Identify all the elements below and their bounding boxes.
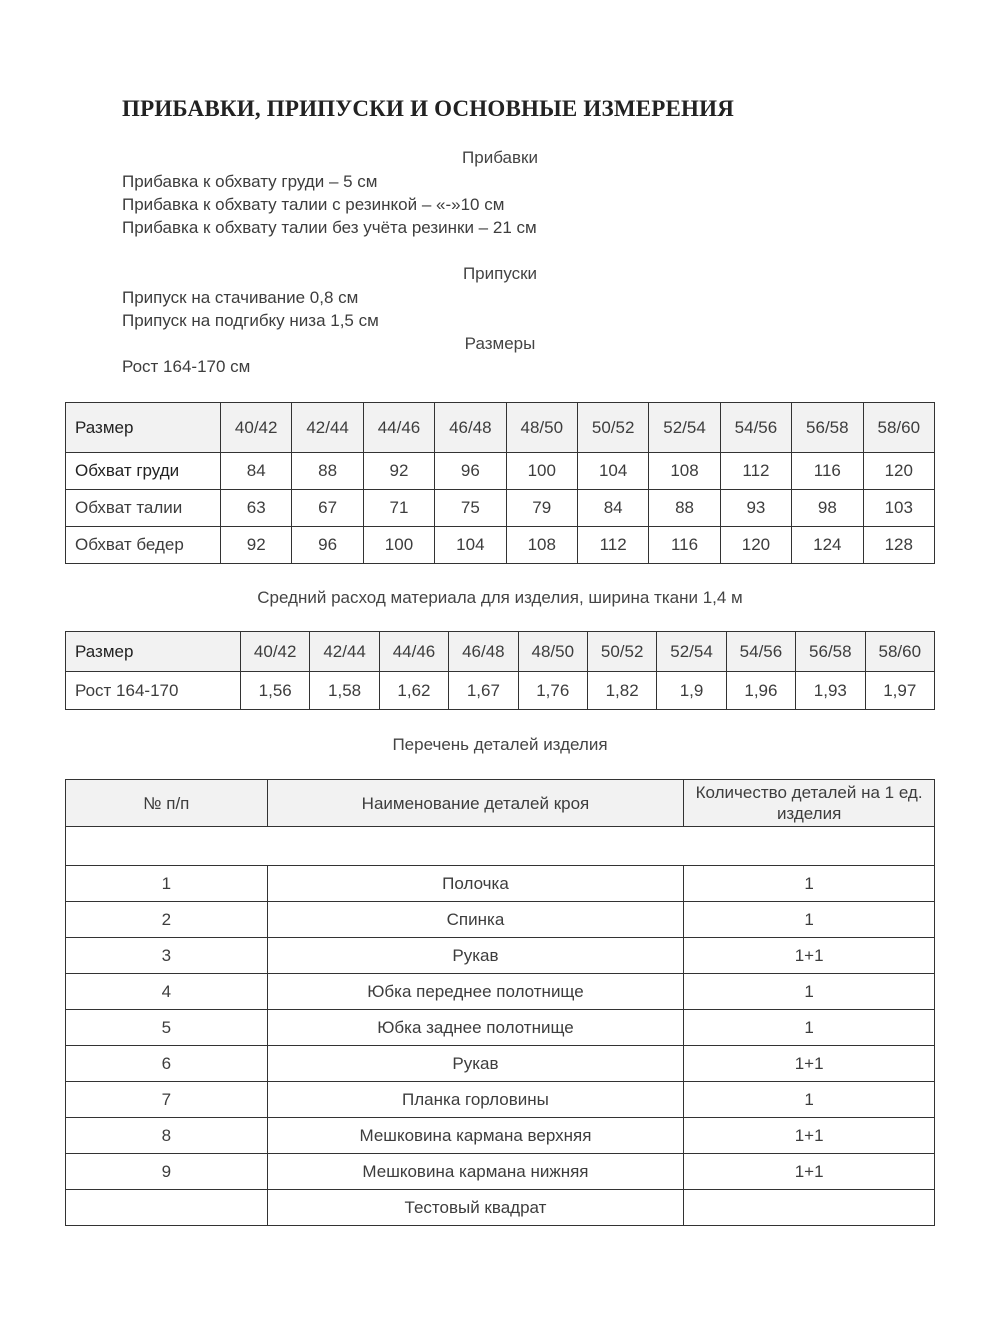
table-cell: 92 [363,453,434,490]
table-cell: 48/50 [518,632,587,672]
table-cell: 128 [863,527,934,564]
table-row [66,902,935,938]
table-cell: 104 [577,453,648,490]
table-cell: 63 [221,490,292,527]
table-cell: № п/п [66,780,268,827]
table-cell: 116 [649,527,720,564]
seams-heading: Припуски [462,264,538,283]
allowance-line: Прибавка к обхвату талии с резинкой – «-»10 см [122,195,505,214]
table-row [66,938,935,974]
table-cell: Рукав [267,938,684,974]
table-cell: 79 [506,490,577,527]
table-cell: 84 [577,490,648,527]
table-cell: 75 [435,490,506,527]
table-cell: 93 [720,490,791,527]
table-cell: 103 [863,490,934,527]
table-cell: 1 [684,974,935,1010]
table-cell: 52/54 [649,403,720,453]
table-cell [66,827,935,866]
table-cell: 58/60 [865,632,934,672]
table-cell: 1,9 [657,672,726,710]
table-cell: 4 [66,974,268,1010]
table-row [66,1118,935,1154]
table-cell: 54/56 [720,403,791,453]
table-cell: 1,97 [865,672,934,710]
table-cell: 67 [292,490,363,527]
table-cell: 96 [435,453,506,490]
table-cell: 1,58 [310,672,379,710]
consumption-table [65,631,935,710]
table-cell: 52/54 [657,632,726,672]
table-cell: 92 [221,527,292,564]
table-cell: 124 [792,527,863,564]
table-cell: 112 [577,527,648,564]
table-cell: 84 [221,453,292,490]
table-cell: 100 [363,527,434,564]
table-cell: 44/46 [363,403,434,453]
table-cell [66,1190,268,1226]
table-cell: 108 [506,527,577,564]
table-cell: Обхват груди [66,453,221,490]
table-cell: 56/58 [792,403,863,453]
table-cell: 1,62 [379,672,448,710]
table-cell: 120 [720,527,791,564]
table-cell: Размер [66,632,241,672]
table-cell: 1,76 [518,672,587,710]
table-cell: 44/46 [379,632,448,672]
table-header-row [66,780,935,827]
table-cell [684,1190,935,1226]
table-cell: 1+1 [684,1046,935,1082]
table-cell: 1,82 [587,672,656,710]
table-cell: 1 [684,902,935,938]
table-cell: Рукав [267,1046,684,1082]
consumption-heading: Средний расход материала для изделия, ширина ткани 1,4 м [257,588,743,607]
sizes-heading: Размеры [464,334,536,353]
table-cell: 108 [649,453,720,490]
table-cell: 40/42 [221,403,292,453]
table-cell: Юбка переднее полотнище [267,974,684,1010]
table-cell: 1 [684,866,935,902]
table-cell: 116 [792,453,863,490]
table-cell: 42/44 [292,403,363,453]
table-cell: Юбка заднее полотнище [267,1010,684,1046]
table-cell: 1,93 [796,672,865,710]
table-row [66,1082,935,1118]
table-header-row [66,632,935,672]
table-cell: 5 [66,1010,268,1046]
table-cell: 46/48 [435,403,506,453]
table-cell: Полочка [267,866,684,902]
table-cell: 1 [684,1010,935,1046]
table-row [66,1010,935,1046]
table-cell: Наименование деталей кроя [267,780,684,827]
table-cell: 1+1 [684,1154,935,1190]
table-cell: 7 [66,1082,268,1118]
table-cell: Количество деталей на 1 ед. изделия [684,780,935,827]
table-cell: 1 [66,866,268,902]
table-row [66,1046,935,1082]
table-cell: 1,96 [726,672,795,710]
table-cell: 46/48 [449,632,518,672]
table-cell: 1 [684,1082,935,1118]
parts-table [65,779,935,1226]
table-row [66,490,935,527]
table-cell: 120 [863,453,934,490]
table-cell: 96 [292,527,363,564]
table-cell: 58/60 [863,403,934,453]
table-cell: Мешковина кармана нижняя [267,1154,684,1190]
table-cell: Мешковина кармана верхняя [267,1118,684,1154]
table-cell: 1,67 [449,672,518,710]
allowances-heading: Прибавки [462,148,538,167]
table-row [66,866,935,902]
table-cell: Размер [66,403,221,453]
table-cell: 1+1 [684,938,935,974]
table-cell: 9 [66,1154,268,1190]
allowance-line: Прибавка к обхвату талии без учёта резинки – 21 см [122,218,537,237]
table-cell: 1,56 [241,672,310,710]
table-cell: 71 [363,490,434,527]
seam-line: Припуск на подгибку низа 1,5 см [122,311,379,330]
size-table [65,402,935,564]
table-row [66,453,935,490]
table-cell: 88 [649,490,720,527]
table-cell: 98 [792,490,863,527]
table-row [66,1190,935,1226]
table-cell: 3 [66,938,268,974]
seam-line: Припуск на стачивание 0,8 см [122,288,359,307]
table-cell: 48/50 [506,403,577,453]
table-cell: 50/52 [577,403,648,453]
table-cell: 42/44 [310,632,379,672]
height-line: Рост 164-170 см [122,357,251,376]
table-row [66,827,935,866]
allowance-line: Прибавка к обхвату груди – 5 см [122,172,378,191]
table-cell: Рост 164-170 [66,672,241,710]
table-row [66,527,935,564]
table-cell: 54/56 [726,632,795,672]
table-cell: 56/58 [796,632,865,672]
table-cell: 40/42 [241,632,310,672]
table-cell: 112 [720,453,791,490]
parts-heading: Перечень деталей изделия [392,735,608,754]
table-cell: Обхват бедер [66,527,221,564]
table-row [66,974,935,1010]
table-cell: 6 [66,1046,268,1082]
table-cell: Планка горловины [267,1082,684,1118]
table-row [66,672,935,710]
table-cell: 100 [506,453,577,490]
table-cell: Обхват талии [66,490,221,527]
table-cell: Тестовый квадрат [267,1190,684,1226]
table-cell: 8 [66,1118,268,1154]
page-title: ПРИБАВКИ, ПРИПУСКИ И ОСНОВНЫЕ ИЗМЕРЕНИЯ [122,96,735,121]
table-cell: 1+1 [684,1118,935,1154]
table-cell: 50/52 [587,632,656,672]
table-cell: 88 [292,453,363,490]
table-cell: Спинка [267,902,684,938]
table-cell: 104 [435,527,506,564]
table-header-row [66,403,935,453]
table-row [66,1154,935,1190]
table-cell: 2 [66,902,268,938]
